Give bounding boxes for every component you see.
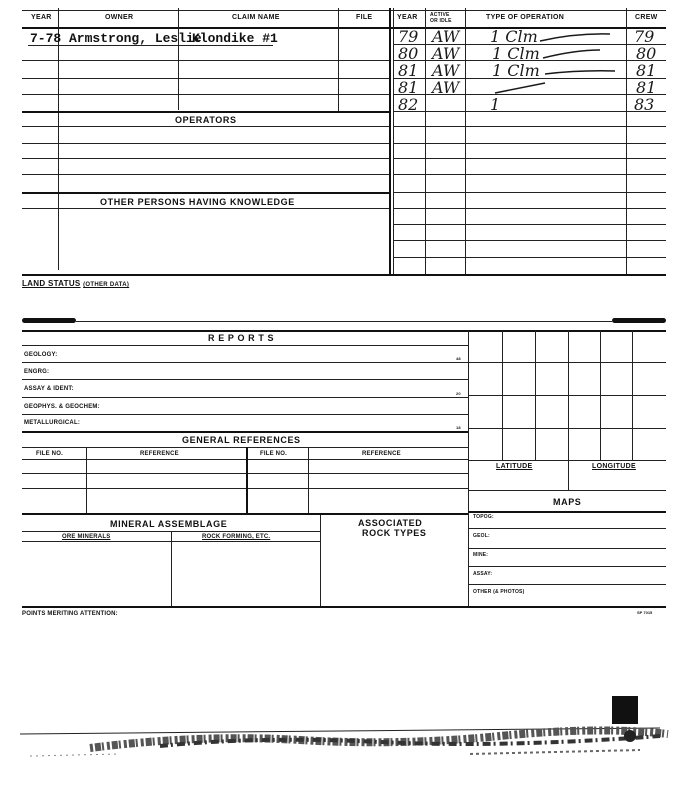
op-year: 81 [398,78,419,97]
report-label: METALLURGICAL: [24,420,81,426]
mineral-col-divider [171,531,172,606]
op-type: 1 [490,95,501,114]
latlong-bottom-line [468,490,666,491]
op-crew: 83 [634,95,655,114]
other-persons-title: OTHER PERSONS HAVING KNOWLEDGE [100,197,295,207]
reports-top-line [22,330,666,332]
gen-ref-col-line [86,447,87,513]
report-label: GEOLOGY: [24,352,58,358]
op-type: 1 Clm [492,44,540,63]
owner-entry: 7-78 Armstrong, Leslie [30,31,202,46]
report-label: ENGRG: [24,369,50,375]
report-num: 48 [456,356,461,361]
land-status-title: LAND STATUS [22,279,81,288]
grid-row-line [468,428,666,429]
report-row-line [22,397,468,398]
reports-bottom-line [22,431,468,433]
mineral-header: ROCK FORMING, ETC. [202,534,271,540]
map-row-line [468,584,666,585]
header-type-of-operation: TYPE OF OPERATION [486,14,565,21]
report-row-line [22,362,468,363]
gen-ref-header: REFERENCE [362,451,401,457]
operator-row-line [22,174,389,175]
grid-row-line [468,395,666,396]
scan-mark-right [612,318,666,323]
gen-ref-bottom-line [22,513,468,515]
gen-ref-header-top [22,447,468,448]
points-meriting-attention: POINTS MERITING ATTENTION: [22,611,118,617]
operators-title: OPERATORS [175,115,237,125]
ops-row-line [393,158,666,159]
gen-ref-header: REFERENCE [140,451,179,457]
header-year: YEAR [31,14,52,21]
maps-title: MAPS [553,497,582,507]
ops-row-line [393,143,666,144]
map-row-label: GEOL: [473,533,490,539]
ops-row-line [393,174,666,175]
gen-ref-header: FILE NO. [260,451,287,457]
other-persons-top-line [22,192,389,194]
header-crew: CREW [635,14,658,21]
gen-ref-header-bottom [22,459,468,460]
header-active: ACTIVE [430,12,450,18]
ops-row-line [393,208,666,209]
longitude-label: LONGITUDE [592,463,636,470]
operators-bottom-line [22,126,389,127]
ops-row-line [393,192,666,193]
associated-rock-types-line1: ASSOCIATED [358,518,423,528]
land-status-label [22,279,129,288]
latitude-label: LATITUDE [496,463,533,470]
op-status: AW [432,27,460,46]
ops-row-line [393,224,666,225]
maps-header-line [468,511,666,513]
header-claim-name: CLAIM NAME [232,14,280,21]
reports-header-line [22,345,468,346]
map-row-label: OTHER (& PHOTOS) [473,589,525,595]
report-label: GEOPHYS. & GEOCHEM: [24,404,100,410]
op-crew: 79 [634,27,655,46]
scan-noise-band [0,690,678,770]
mineral-header: ORE MINERALS [62,534,111,540]
map-row-label: TOPOG: [473,514,494,520]
header-owner: OWNER [105,14,134,21]
op-type: 1 Clm [490,27,538,46]
map-row-label: ASSAY: [473,571,493,577]
other-persons-bottom-line [22,208,389,209]
grid-col-line [568,330,569,490]
op-status: AW [432,61,460,80]
form-number: SP 7015 [637,610,653,615]
op-crew: 81 [636,78,657,97]
report-row-line [22,414,468,415]
operator-row-line [22,143,389,144]
lower-block-top-line [76,321,612,322]
op-year: 82 [398,95,419,114]
map-row-label: MINE: [473,552,489,558]
handwriting-strokes [0,0,678,120]
op-status: AW [432,44,460,63]
land-status-sub: (OTHER DATA) [83,282,130,288]
claim-entry: Klondike #1 [192,31,278,46]
report-label: ASSAY & IDENT: [24,386,74,392]
top-block-bottom-line [22,274,666,276]
report-row-line [22,379,468,380]
lower-center-divider [468,330,469,606]
reports-title: R E P O R T S [208,333,275,343]
op-year: 81 [398,61,419,80]
gen-ref-col-line-center [246,447,248,513]
op-type: 1 Clm [492,61,540,80]
op-status: AW [432,78,460,97]
ops-row-line [393,240,666,241]
gen-ref-row-line [22,473,468,474]
header-year-right: YEAR [397,14,418,21]
general-references-title: GENERAL REFERENCES [182,435,301,445]
gen-ref-header: FILE NO. [36,451,63,457]
gen-ref-row-line [22,488,468,489]
report-num: 20 [456,391,461,396]
map-row-line [468,548,666,549]
mineral-rock-divider [320,515,321,606]
header-file: FILE [356,14,373,21]
op-crew: 81 [636,61,657,80]
associated-rock-types-line2: ROCK TYPES [362,528,427,538]
ops-row-line [393,257,666,258]
grid-row-line [468,362,666,363]
ops-row-line [393,126,666,127]
mineral-assemblage-title: MINERAL ASSEMBLAGE [110,519,228,529]
header-or-idle: OR IDLE [430,18,452,24]
op-crew: 80 [636,44,657,63]
map-row-line [468,566,666,567]
scan-mark-left [22,318,76,323]
lower-block-bottom-line [22,606,666,608]
map-row-line [468,528,666,529]
gen-ref-col-line [308,447,309,513]
grid-bottom-line [468,460,666,461]
report-num: 18 [456,425,461,430]
operator-row-line [22,158,389,159]
op-year: 79 [398,27,419,46]
op-year: 80 [398,44,419,63]
